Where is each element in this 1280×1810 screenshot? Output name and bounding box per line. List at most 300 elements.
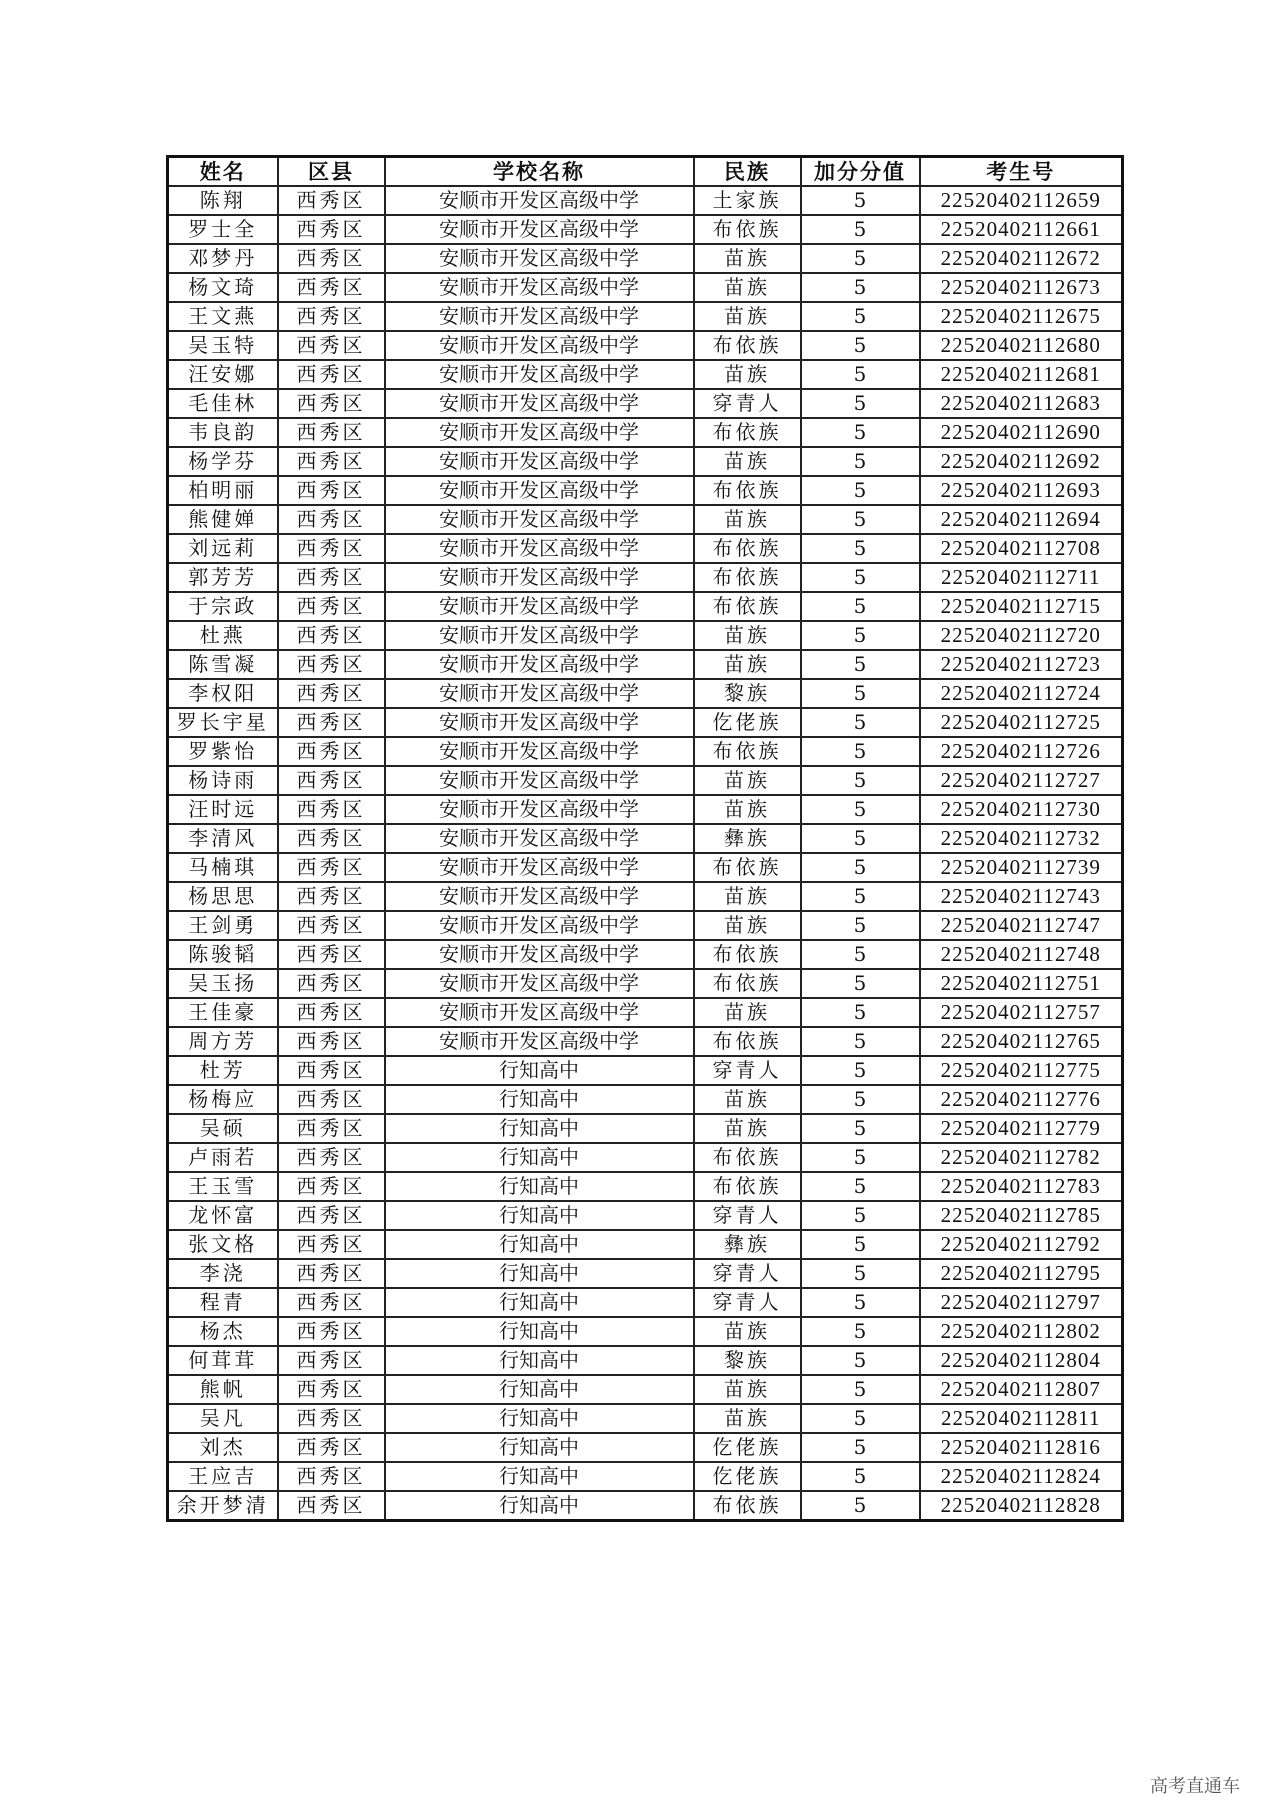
table-row bbox=[168, 476, 1123, 505]
table-row bbox=[168, 621, 1123, 650]
cell-school: 安顺市开发区高级中学 bbox=[385, 824, 694, 853]
table-row bbox=[168, 824, 1123, 853]
cell-ethnicity: 黎族 bbox=[694, 1346, 801, 1375]
table-row bbox=[168, 882, 1123, 911]
cell-ethnicity: 苗族 bbox=[694, 766, 801, 795]
cell-name: 吴玉扬 bbox=[168, 969, 278, 998]
cell-exam-id: 22520402112708 bbox=[920, 534, 1123, 563]
cell-name: 李权阳 bbox=[168, 679, 278, 708]
cell-exam-id: 22520402112727 bbox=[920, 766, 1123, 795]
cell-school: 行知高中 bbox=[385, 1143, 694, 1172]
cell-bonus: 5 bbox=[801, 1346, 920, 1375]
cell-bonus: 5 bbox=[801, 679, 920, 708]
cell-ethnicity: 苗族 bbox=[694, 447, 801, 476]
cell-name: 马楠琪 bbox=[168, 853, 278, 882]
cell-bonus: 5 bbox=[801, 1317, 920, 1346]
cell-school: 安顺市开发区高级中学 bbox=[385, 418, 694, 447]
cell-district: 西秀区 bbox=[278, 940, 385, 969]
cell-school: 行知高中 bbox=[385, 1346, 694, 1375]
cell-bonus: 5 bbox=[801, 360, 920, 389]
cell-exam-id: 22520402112765 bbox=[920, 1027, 1123, 1056]
cell-ethnicity: 布依族 bbox=[694, 1491, 801, 1521]
cell-ethnicity: 苗族 bbox=[694, 882, 801, 911]
table-row bbox=[168, 505, 1123, 534]
cell-district: 西秀区 bbox=[278, 1288, 385, 1317]
cell-name: 卢雨若 bbox=[168, 1143, 278, 1172]
cell-school: 行知高中 bbox=[385, 1491, 694, 1521]
cell-exam-id: 22520402112715 bbox=[920, 592, 1123, 621]
cell-school: 安顺市开发区高级中学 bbox=[385, 737, 694, 766]
cell-exam-id: 22520402112694 bbox=[920, 505, 1123, 534]
cell-bonus: 5 bbox=[801, 1375, 920, 1404]
table-row bbox=[168, 360, 1123, 389]
cell-school: 行知高中 bbox=[385, 1114, 694, 1143]
cell-exam-id: 22520402112792 bbox=[920, 1230, 1123, 1259]
cell-name: 杨杰 bbox=[168, 1317, 278, 1346]
cell-school: 行知高中 bbox=[385, 1056, 694, 1085]
table-row bbox=[168, 737, 1123, 766]
cell-exam-id: 22520402112751 bbox=[920, 969, 1123, 998]
cell-school: 安顺市开发区高级中学 bbox=[385, 534, 694, 563]
cell-district: 西秀区 bbox=[278, 1027, 385, 1056]
cell-bonus: 5 bbox=[801, 1027, 920, 1056]
cell-exam-id: 22520402112795 bbox=[920, 1259, 1123, 1288]
cell-ethnicity: 苗族 bbox=[694, 1404, 801, 1433]
cell-name: 罗紫怡 bbox=[168, 737, 278, 766]
cell-district: 西秀区 bbox=[278, 998, 385, 1027]
cell-name: 杨诗雨 bbox=[168, 766, 278, 795]
table-row bbox=[168, 1114, 1123, 1143]
table-row bbox=[168, 273, 1123, 302]
cell-district: 西秀区 bbox=[278, 1056, 385, 1085]
cell-ethnicity: 彝族 bbox=[694, 824, 801, 853]
cell-ethnicity: 仡佬族 bbox=[694, 708, 801, 737]
cell-school: 安顺市开发区高级中学 bbox=[385, 969, 694, 998]
cell-ethnicity: 布依族 bbox=[694, 563, 801, 592]
header-district: 区县 bbox=[278, 157, 385, 187]
cell-exam-id: 22520402112693 bbox=[920, 476, 1123, 505]
cell-name: 王剑勇 bbox=[168, 911, 278, 940]
table-row bbox=[168, 911, 1123, 940]
cell-ethnicity: 布依族 bbox=[694, 331, 801, 360]
cell-exam-id: 22520402112732 bbox=[920, 824, 1123, 853]
cell-school: 安顺市开发区高级中学 bbox=[385, 273, 694, 302]
cell-district: 西秀区 bbox=[278, 476, 385, 505]
cell-exam-id: 22520402112747 bbox=[920, 911, 1123, 940]
table-row bbox=[168, 418, 1123, 447]
table-row bbox=[168, 1462, 1123, 1491]
cell-bonus: 5 bbox=[801, 1085, 920, 1114]
table-row bbox=[168, 1491, 1123, 1521]
cell-name: 韦良韵 bbox=[168, 418, 278, 447]
cell-exam-id: 22520402112804 bbox=[920, 1346, 1123, 1375]
cell-school: 行知高中 bbox=[385, 1433, 694, 1462]
cell-school: 安顺市开发区高级中学 bbox=[385, 476, 694, 505]
cell-ethnicity: 苗族 bbox=[694, 621, 801, 650]
cell-name: 杨思思 bbox=[168, 882, 278, 911]
cell-bonus: 5 bbox=[801, 795, 920, 824]
cell-district: 西秀区 bbox=[278, 389, 385, 418]
table-row bbox=[168, 186, 1123, 215]
cell-district: 西秀区 bbox=[278, 1462, 385, 1491]
cell-exam-id: 22520402112779 bbox=[920, 1114, 1123, 1143]
cell-exam-id: 22520402112683 bbox=[920, 389, 1123, 418]
cell-district: 西秀区 bbox=[278, 563, 385, 592]
table-row bbox=[168, 1201, 1123, 1230]
cell-name: 刘远莉 bbox=[168, 534, 278, 563]
cell-district: 西秀区 bbox=[278, 824, 385, 853]
table-row bbox=[168, 1172, 1123, 1201]
table-row bbox=[168, 1433, 1123, 1462]
cell-district: 西秀区 bbox=[278, 853, 385, 882]
cell-school: 安顺市开发区高级中学 bbox=[385, 621, 694, 650]
table-row bbox=[168, 1143, 1123, 1172]
cell-school: 安顺市开发区高级中学 bbox=[385, 186, 694, 215]
cell-exam-id: 22520402112757 bbox=[920, 998, 1123, 1027]
table-row bbox=[168, 1027, 1123, 1056]
cell-ethnicity: 布依族 bbox=[694, 737, 801, 766]
cell-ethnicity: 苗族 bbox=[694, 795, 801, 824]
cell-bonus: 5 bbox=[801, 273, 920, 302]
cell-name: 汪安娜 bbox=[168, 360, 278, 389]
cell-name: 王玉雪 bbox=[168, 1172, 278, 1201]
cell-district: 西秀区 bbox=[278, 1230, 385, 1259]
cell-bonus: 5 bbox=[801, 940, 920, 969]
cell-school: 行知高中 bbox=[385, 1259, 694, 1288]
watermark: 高考直通车 bbox=[1150, 1776, 1240, 1797]
cell-school: 安顺市开发区高级中学 bbox=[385, 244, 694, 273]
cell-bonus: 5 bbox=[801, 969, 920, 998]
cell-bonus: 5 bbox=[801, 1056, 920, 1085]
cell-name: 张文格 bbox=[168, 1230, 278, 1259]
cell-bonus: 5 bbox=[801, 766, 920, 795]
cell-school: 安顺市开发区高级中学 bbox=[385, 563, 694, 592]
cell-name: 邓梦丹 bbox=[168, 244, 278, 273]
cell-exam-id: 22520402112725 bbox=[920, 708, 1123, 737]
cell-ethnicity: 苗族 bbox=[694, 650, 801, 679]
cell-school: 安顺市开发区高级中学 bbox=[385, 331, 694, 360]
cell-district: 西秀区 bbox=[278, 186, 385, 215]
cell-district: 西秀区 bbox=[278, 911, 385, 940]
cell-name: 郭芳芳 bbox=[168, 563, 278, 592]
cell-district: 西秀区 bbox=[278, 621, 385, 650]
cell-school: 安顺市开发区高级中学 bbox=[385, 911, 694, 940]
cell-district: 西秀区 bbox=[278, 592, 385, 621]
table-row bbox=[168, 215, 1123, 244]
cell-district: 西秀区 bbox=[278, 215, 385, 244]
cell-bonus: 5 bbox=[801, 505, 920, 534]
table-row bbox=[168, 1288, 1123, 1317]
table-row bbox=[168, 853, 1123, 882]
table-row bbox=[168, 1404, 1123, 1433]
cell-district: 西秀区 bbox=[278, 1085, 385, 1114]
table-row bbox=[168, 447, 1123, 476]
cell-name: 王应吉 bbox=[168, 1462, 278, 1491]
cell-ethnicity: 布依族 bbox=[694, 1027, 801, 1056]
table-row bbox=[168, 1085, 1123, 1114]
cell-district: 西秀区 bbox=[278, 679, 385, 708]
cell-ethnicity: 穿青人 bbox=[694, 389, 801, 418]
cell-exam-id: 22520402112675 bbox=[920, 302, 1123, 331]
cell-school: 安顺市开发区高级中学 bbox=[385, 650, 694, 679]
cell-district: 西秀区 bbox=[278, 882, 385, 911]
cell-bonus: 5 bbox=[801, 389, 920, 418]
table-row bbox=[168, 1056, 1123, 1085]
cell-ethnicity: 仡佬族 bbox=[694, 1462, 801, 1491]
cell-exam-id: 22520402112775 bbox=[920, 1056, 1123, 1085]
header-name: 姓名 bbox=[168, 157, 278, 187]
cell-school: 安顺市开发区高级中学 bbox=[385, 505, 694, 534]
cell-school: 安顺市开发区高级中学 bbox=[385, 679, 694, 708]
cell-exam-id: 22520402112720 bbox=[920, 621, 1123, 650]
cell-name: 毛佳林 bbox=[168, 389, 278, 418]
cell-bonus: 5 bbox=[801, 563, 920, 592]
table-row bbox=[168, 795, 1123, 824]
cell-bonus: 5 bbox=[801, 882, 920, 911]
cell-exam-id: 22520402112680 bbox=[920, 331, 1123, 360]
cell-district: 西秀区 bbox=[278, 1143, 385, 1172]
cell-exam-id: 22520402112726 bbox=[920, 737, 1123, 766]
cell-ethnicity: 布依族 bbox=[694, 534, 801, 563]
cell-name: 陈骏韬 bbox=[168, 940, 278, 969]
cell-district: 西秀区 bbox=[278, 273, 385, 302]
cell-ethnicity: 苗族 bbox=[694, 360, 801, 389]
cell-ethnicity: 布依族 bbox=[694, 215, 801, 244]
table-row bbox=[168, 998, 1123, 1027]
cell-name: 周方芳 bbox=[168, 1027, 278, 1056]
cell-school: 安顺市开发区高级中学 bbox=[385, 940, 694, 969]
cell-bonus: 5 bbox=[801, 737, 920, 766]
cell-ethnicity: 苗族 bbox=[694, 911, 801, 940]
table-row bbox=[168, 708, 1123, 737]
cell-exam-id: 22520402112828 bbox=[920, 1491, 1123, 1521]
cell-ethnicity: 黎族 bbox=[694, 679, 801, 708]
cell-name: 吴凡 bbox=[168, 1404, 278, 1433]
cell-district: 西秀区 bbox=[278, 360, 385, 389]
cell-district: 西秀区 bbox=[278, 969, 385, 998]
header-bonus: 加分分值 bbox=[801, 157, 920, 187]
cell-bonus: 5 bbox=[801, 592, 920, 621]
cell-bonus: 5 bbox=[801, 447, 920, 476]
cell-name: 熊健婵 bbox=[168, 505, 278, 534]
cell-school: 行知高中 bbox=[385, 1085, 694, 1114]
cell-school: 行知高中 bbox=[385, 1172, 694, 1201]
cell-bonus: 5 bbox=[801, 186, 920, 215]
cell-school: 行知高中 bbox=[385, 1375, 694, 1404]
cell-name: 杜芳 bbox=[168, 1056, 278, 1085]
cell-district: 西秀区 bbox=[278, 737, 385, 766]
cell-exam-id: 22520402112711 bbox=[920, 563, 1123, 592]
cell-exam-id: 22520402112739 bbox=[920, 853, 1123, 882]
cell-bonus: 5 bbox=[801, 621, 920, 650]
cell-name: 陈翔 bbox=[168, 186, 278, 215]
cell-ethnicity: 苗族 bbox=[694, 302, 801, 331]
cell-name: 罗长宇星 bbox=[168, 708, 278, 737]
cell-district: 西秀区 bbox=[278, 1172, 385, 1201]
cell-name: 柏明丽 bbox=[168, 476, 278, 505]
cell-exam-id: 22520402112776 bbox=[920, 1085, 1123, 1114]
cell-district: 西秀区 bbox=[278, 447, 385, 476]
cell-ethnicity: 布依族 bbox=[694, 592, 801, 621]
cell-district: 西秀区 bbox=[278, 1317, 385, 1346]
cell-district: 西秀区 bbox=[278, 1114, 385, 1143]
header-exam-id: 考生号 bbox=[920, 157, 1123, 187]
cell-bonus: 5 bbox=[801, 1230, 920, 1259]
cell-bonus: 5 bbox=[801, 331, 920, 360]
cell-name: 李浇 bbox=[168, 1259, 278, 1288]
cell-ethnicity: 仡佬族 bbox=[694, 1433, 801, 1462]
cell-bonus: 5 bbox=[801, 1491, 920, 1521]
cell-ethnicity: 苗族 bbox=[694, 273, 801, 302]
cell-exam-id: 22520402112723 bbox=[920, 650, 1123, 679]
cell-bonus: 5 bbox=[801, 1172, 920, 1201]
cell-bonus: 5 bbox=[801, 1404, 920, 1433]
table-body bbox=[168, 186, 1123, 1521]
cell-school: 安顺市开发区高级中学 bbox=[385, 389, 694, 418]
header-row bbox=[168, 157, 1123, 187]
table-row bbox=[168, 563, 1123, 592]
cell-bonus: 5 bbox=[801, 1143, 920, 1172]
cell-name: 吴硕 bbox=[168, 1114, 278, 1143]
cell-bonus: 5 bbox=[801, 1433, 920, 1462]
cell-name: 于宗政 bbox=[168, 592, 278, 621]
cell-ethnicity: 布依族 bbox=[694, 418, 801, 447]
cell-name: 王文燕 bbox=[168, 302, 278, 331]
cell-district: 西秀区 bbox=[278, 1433, 385, 1462]
cell-district: 西秀区 bbox=[278, 534, 385, 563]
cell-ethnicity: 布依族 bbox=[694, 969, 801, 998]
table-row bbox=[168, 1259, 1123, 1288]
cell-ethnicity: 苗族 bbox=[694, 505, 801, 534]
cell-bonus: 5 bbox=[801, 302, 920, 331]
cell-bonus: 5 bbox=[801, 215, 920, 244]
cell-exam-id: 22520402112730 bbox=[920, 795, 1123, 824]
cell-exam-id: 22520402112673 bbox=[920, 273, 1123, 302]
cell-name: 罗士全 bbox=[168, 215, 278, 244]
cell-ethnicity: 穿青人 bbox=[694, 1201, 801, 1230]
cell-exam-id: 22520402112802 bbox=[920, 1317, 1123, 1346]
table-row bbox=[168, 389, 1123, 418]
cell-district: 西秀区 bbox=[278, 708, 385, 737]
cell-bonus: 5 bbox=[801, 418, 920, 447]
cell-school: 安顺市开发区高级中学 bbox=[385, 592, 694, 621]
cell-name: 王佳豪 bbox=[168, 998, 278, 1027]
table-row bbox=[168, 302, 1123, 331]
cell-ethnicity: 苗族 bbox=[694, 1317, 801, 1346]
table-row bbox=[168, 592, 1123, 621]
cell-district: 西秀区 bbox=[278, 766, 385, 795]
cell-bonus: 5 bbox=[801, 534, 920, 563]
cell-name: 汪时远 bbox=[168, 795, 278, 824]
cell-exam-id: 22520402112692 bbox=[920, 447, 1123, 476]
cell-bonus: 5 bbox=[801, 1114, 920, 1143]
cell-name: 刘杰 bbox=[168, 1433, 278, 1462]
cell-school: 安顺市开发区高级中学 bbox=[385, 998, 694, 1027]
cell-exam-id: 22520402112824 bbox=[920, 1462, 1123, 1491]
header-school: 学校名称 bbox=[385, 157, 694, 187]
cell-bonus: 5 bbox=[801, 824, 920, 853]
cell-bonus: 5 bbox=[801, 911, 920, 940]
cell-school: 行知高中 bbox=[385, 1201, 694, 1230]
cell-bonus: 5 bbox=[801, 1201, 920, 1230]
cell-ethnicity: 苗族 bbox=[694, 1114, 801, 1143]
cell-district: 西秀区 bbox=[278, 418, 385, 447]
cell-district: 西秀区 bbox=[278, 505, 385, 534]
cell-exam-id: 22520402112807 bbox=[920, 1375, 1123, 1404]
table-row bbox=[168, 1346, 1123, 1375]
cell-district: 西秀区 bbox=[278, 302, 385, 331]
cell-name: 杨学芬 bbox=[168, 447, 278, 476]
cell-bonus: 5 bbox=[801, 708, 920, 737]
cell-exam-id: 22520402112797 bbox=[920, 1288, 1123, 1317]
bonus-points-table bbox=[166, 155, 1124, 1522]
cell-district: 西秀区 bbox=[278, 1404, 385, 1433]
cell-bonus: 5 bbox=[801, 853, 920, 882]
cell-bonus: 5 bbox=[801, 244, 920, 273]
cell-district: 西秀区 bbox=[278, 650, 385, 679]
table-row bbox=[168, 244, 1123, 273]
cell-ethnicity: 苗族 bbox=[694, 1085, 801, 1114]
cell-ethnicity: 苗族 bbox=[694, 1375, 801, 1404]
cell-ethnicity: 布依族 bbox=[694, 1143, 801, 1172]
table-row bbox=[168, 940, 1123, 969]
cell-school: 行知高中 bbox=[385, 1230, 694, 1259]
cell-school: 行知高中 bbox=[385, 1317, 694, 1346]
cell-school: 安顺市开发区高级中学 bbox=[385, 1027, 694, 1056]
cell-name: 李清风 bbox=[168, 824, 278, 853]
cell-district: 西秀区 bbox=[278, 331, 385, 360]
cell-ethnicity: 穿青人 bbox=[694, 1259, 801, 1288]
cell-exam-id: 22520402112743 bbox=[920, 882, 1123, 911]
cell-exam-id: 22520402112672 bbox=[920, 244, 1123, 273]
cell-exam-id: 22520402112681 bbox=[920, 360, 1123, 389]
cell-exam-id: 22520402112785 bbox=[920, 1201, 1123, 1230]
cell-exam-id: 22520402112659 bbox=[920, 186, 1123, 215]
cell-ethnicity: 土家族 bbox=[694, 186, 801, 215]
cell-bonus: 5 bbox=[801, 1259, 920, 1288]
cell-name: 杨梅应 bbox=[168, 1085, 278, 1114]
cell-bonus: 5 bbox=[801, 1288, 920, 1317]
cell-exam-id: 22520402112816 bbox=[920, 1433, 1123, 1462]
cell-ethnicity: 布依族 bbox=[694, 1172, 801, 1201]
cell-school: 安顺市开发区高级中学 bbox=[385, 302, 694, 331]
cell-school: 行知高中 bbox=[385, 1462, 694, 1491]
table-row bbox=[168, 1375, 1123, 1404]
table-row bbox=[168, 1317, 1123, 1346]
cell-school: 安顺市开发区高级中学 bbox=[385, 882, 694, 911]
cell-name: 龙怀富 bbox=[168, 1201, 278, 1230]
header-ethnicity: 民族 bbox=[694, 157, 801, 187]
cell-name: 吴玉特 bbox=[168, 331, 278, 360]
cell-exam-id: 22520402112724 bbox=[920, 679, 1123, 708]
table-row bbox=[168, 766, 1123, 795]
cell-ethnicity: 苗族 bbox=[694, 998, 801, 1027]
cell-ethnicity: 穿青人 bbox=[694, 1056, 801, 1085]
cell-bonus: 5 bbox=[801, 1462, 920, 1491]
cell-name: 杨文琦 bbox=[168, 273, 278, 302]
cell-name: 何茸茸 bbox=[168, 1346, 278, 1375]
cell-district: 西秀区 bbox=[278, 1491, 385, 1521]
cell-school: 安顺市开发区高级中学 bbox=[385, 795, 694, 824]
cell-exam-id: 22520402112783 bbox=[920, 1172, 1123, 1201]
cell-exam-id: 22520402112811 bbox=[920, 1404, 1123, 1433]
cell-school: 安顺市开发区高级中学 bbox=[385, 853, 694, 882]
cell-name: 杜燕 bbox=[168, 621, 278, 650]
cell-school: 安顺市开发区高级中学 bbox=[385, 360, 694, 389]
cell-district: 西秀区 bbox=[278, 1346, 385, 1375]
table-row bbox=[168, 969, 1123, 998]
cell-ethnicity: 布依族 bbox=[694, 476, 801, 505]
